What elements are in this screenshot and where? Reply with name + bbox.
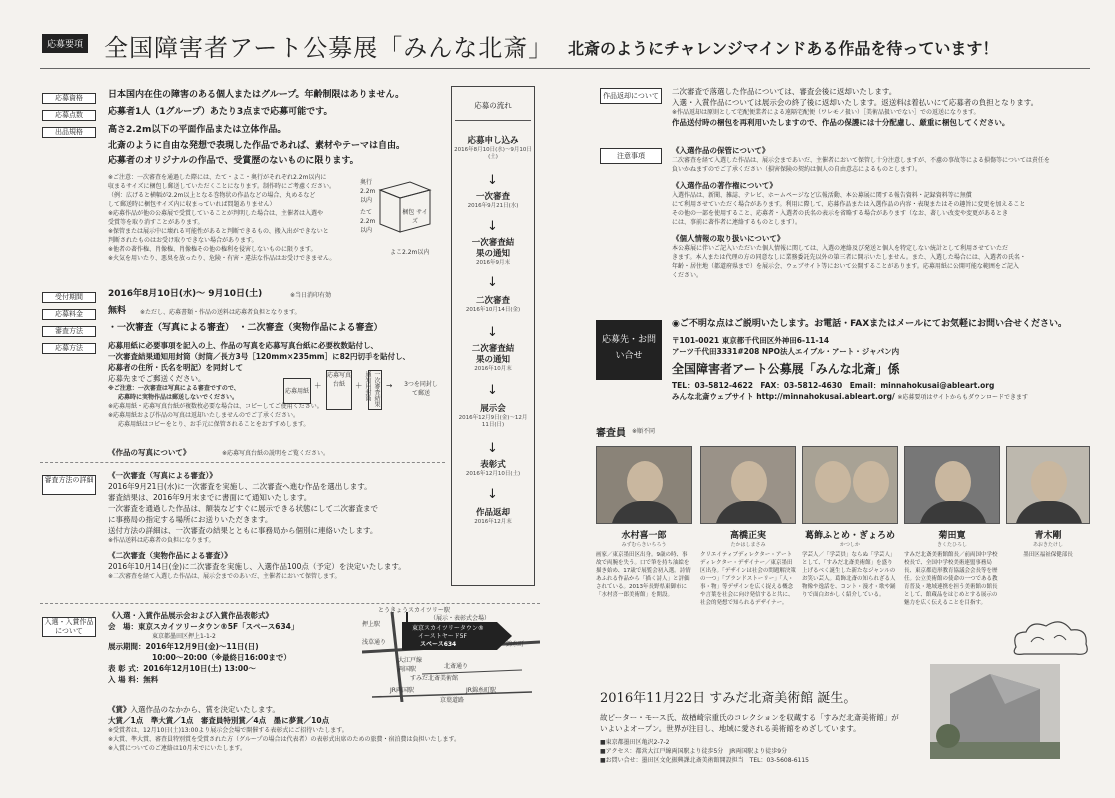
map-label: とうきょうスカイツリー駅	[378, 607, 450, 614]
label-spec: 出品規格	[42, 127, 96, 138]
notes-line: 年齢・居住地（都道府県まで）を展示会、ウェブサイト等において公開することがあります。応募用紙に公開可能な範囲をご記入	[672, 263, 1019, 270]
judge-bio: 墨田区福祉保健部長	[1023, 552, 1073, 558]
contact-intro: ◉ご不明な点はご説明いたします。お電話・FAXまたはメールにてお気軽にお問い合せください。	[672, 319, 1067, 329]
spec-note: 判断されたものはお受け取りできない場合があります。	[108, 237, 258, 244]
judge-card	[1006, 446, 1090, 559]
prize-block	[108, 704, 538, 753]
prize-text: 入選作品のなかから、賞を決定いたします。	[130, 705, 280, 714]
return-line: 入選・入賞作品については展示会の終了後に返却いたします。返送料は着払いにて応募者の負担となります。	[672, 98, 1039, 107]
label-results: 入選・入賞作品について	[42, 617, 96, 637]
notes-line: 負いかねますのでご了承ください（損害保険の契約は個人の自由意志によるものとします）。	[672, 166, 922, 173]
judge-bio: 画家／東京墨田区出身。9歳の時、事故で両腕を失う。口で筆を持ち油絵を描き始め、17歳で展覧会初入選。詩情あふれる作品から「描く詩人」と評価されている。2013年長野県東御市に「水村喜一郎美術館」を開設。	[596, 552, 691, 598]
spec-note: ※他者の著作権、肖像権、肖像権その他の権利を侵害しないものに限ります。	[108, 246, 317, 253]
venue-label: 会 場：	[108, 622, 138, 631]
return-block	[672, 86, 1092, 128]
ceremony-value: 2016年12月10日(土) 13:00～	[143, 664, 256, 673]
judging-detail-line: 審査結果は、2016年9月末までに書面にて通知いたします。	[108, 493, 312, 502]
judge-bio: すみだ北斎美術館館長／前両国中学校校長で、全国中学校美術連盟事務局長、東京都造形教育協議会会長等を歴任。公立美術館の使命の一つである教育普及・地域連携を担う美術館の館長として、館蔵品をはじめとする展示の魅力を広く伝えることを目指す。	[904, 552, 998, 606]
exhibit-period-label: 展示期間：	[108, 642, 146, 651]
label-entries: 応募点数	[42, 110, 96, 121]
museum-address: ■東京都墨田区亀沢2-7-2	[600, 739, 670, 746]
flow-step-title: 二次審査結果の通知	[471, 344, 515, 365]
judging-detail-line: に事務局の指定する場所にお送りいただきます。	[108, 515, 273, 524]
map-label: 錦糸町	[506, 641, 525, 648]
cloud-illustration	[1006, 612, 1096, 662]
method-line: 一次審査結果通知用封筒（封筒／長方3号［120mm×235mm］に82円切手を貼付し、	[108, 352, 411, 361]
flow-step-title: 応募申し込み	[467, 136, 519, 146]
flow-divider	[455, 120, 531, 121]
judges-heading: 審査員	[596, 428, 626, 439]
judge-card	[596, 446, 692, 599]
notes-heading: 《入選作品の著作権について》	[672, 181, 777, 190]
flow-step	[451, 136, 535, 161]
prize-note: ※大賞、準大賞、審査員特別賞を受賞された方（グループの場合は代表者）の表彰式出席のための旅費・宿泊費は負担いたします。	[108, 736, 461, 743]
arrow-right-icon: →	[386, 381, 393, 390]
contact-org: 全国障害者アート公募展「みんな北斎」係	[672, 362, 900, 376]
judge-name: 高橋正実	[729, 531, 766, 541]
arrow-down-icon: ↓	[487, 219, 498, 234]
method-note: 応募時に実物作品は郵送しないでください。	[118, 394, 239, 401]
contact-address: 〒101-0021 東京都千代田区外神田6-11-14	[672, 336, 830, 345]
contact-block	[672, 318, 1092, 402]
judge-photo	[1006, 446, 1090, 524]
section-tag: 応募要項	[42, 34, 88, 53]
photo-sheet-box: 応募写真台紙	[326, 370, 352, 410]
slogan: 北斎のようにチャレンジマインドある作品を待っています！	[568, 39, 999, 58]
judge-photo	[700, 446, 796, 524]
contact-website[interactable]: みんな北斎ウェブサイト http://minnahokusai.ableart.org/	[672, 392, 895, 401]
judge-reading: あおきたけし	[1032, 542, 1063, 548]
judge-name: 水村喜一郎	[621, 531, 667, 541]
header-divider	[40, 68, 1090, 69]
notes-heading: 《個人情報の取り扱いについて》	[672, 234, 785, 243]
spec-note: ※ご注意：一次審査を通過した際には、たて・よこ・奥行がそれぞれ2.2m以内に	[108, 174, 327, 181]
notes-block	[672, 145, 1092, 280]
map-label: JR両国駅	[390, 687, 414, 694]
entries-text: 応募者1人（1グループ）あたり3点まで応募可能です。	[108, 107, 333, 117]
flow-step	[451, 192, 535, 210]
judge-card	[700, 446, 796, 607]
arrow-down-icon: ↓	[487, 487, 498, 502]
plus-sign: ＋	[314, 381, 322, 390]
photo-note: ※応募写真台紙の説明をご覧ください。	[222, 450, 330, 457]
label-eligibility: 応募資格	[42, 93, 96, 104]
flow-step	[451, 404, 535, 429]
contact-label: 応募先・お問い合せ	[596, 320, 662, 380]
judge-photo	[596, 446, 692, 524]
notes-heading: 《入選作品の保管について》	[672, 146, 770, 155]
map-label: JR錦糸町駅	[466, 687, 496, 694]
admission-label: 入 場 料：	[108, 675, 144, 684]
return-line: 二次審査で落選した作品については、審査会後に返却いたします。	[672, 87, 897, 96]
arrow-down-icon: ↓	[487, 325, 498, 340]
label-judging-detail: 審査方法の詳細	[42, 475, 96, 495]
flow-step	[451, 460, 535, 478]
prize-heading: 《賞》	[108, 705, 131, 714]
flow-title: 応募の流れ	[474, 101, 512, 110]
label-fee: 応募料金	[42, 309, 96, 320]
height-label: たて 2.2m 以内	[360, 209, 376, 234]
museum-heading: 2016年11月22日 すみだ北斎美術館 誕生。	[600, 691, 857, 706]
plus-sign: ＋	[355, 381, 363, 390]
method-note: 応募用紙はコピーをとり、お手元に保管されることをおすすめします。	[118, 421, 310, 428]
prize-note: ※受賞者は、12月10日(土)13:00より展示会会場で開催する表彰式にご招待いたします。	[108, 727, 348, 734]
exhibition-heading: 《入選・入賞作品展示会および入賞作品表彰式》	[108, 611, 273, 620]
divider	[40, 603, 540, 604]
label-period: 受付期間	[42, 292, 96, 303]
spec-note: ※保管または展示中に壊れる可能性があると判断できるもの、搬入出ができないと	[108, 228, 329, 235]
notes-line: きます。本人または代理の方の同意なしに業務委託先以外の第三者に開示いたしません。また、入選した場合には、入選者の氏名・	[672, 254, 1026, 261]
arrow-down-icon: ↓	[487, 383, 498, 398]
notes-line: 入選作品は、新聞、雑誌、テレビ、ホームページなど広報活動、本公募展に関する報告資料・記録資料等に無償	[672, 192, 972, 199]
flow-step-title: 展示会	[480, 404, 506, 414]
judging-detail-line: 送付方法の詳細は、一次審査の結果とともに事務局から個別に連絡いたします。	[108, 526, 378, 535]
map-label: スペース634	[420, 641, 457, 648]
judge-name: 葛飾ふとめ・ぎょろめ	[804, 531, 895, 541]
label-judging: 審査方法	[42, 326, 96, 337]
depth-label: 奥行 2.2m 以内	[360, 179, 376, 204]
notes-line: ください。	[672, 272, 703, 279]
map-label: 京葉道路	[440, 697, 465, 704]
judges-note: ※順不同	[632, 428, 656, 435]
website-note: ※応募要項はサイトからもダウンロードできます	[897, 394, 1029, 401]
spec-note: して郵送時に梱包サイズ内に収まっていれば問題ありません）	[108, 201, 276, 208]
map-label: （展示・表彰式会場）	[430, 615, 491, 622]
mail-box: 3つを同封して郵送	[404, 381, 438, 397]
judge-reading: きくたひろし	[936, 542, 967, 548]
judge-card	[904, 446, 1000, 607]
return-line: 作品送付時の梱包を再利用いたしますので、作品の保護には十分配慮し、厳重に梱包してください。	[672, 118, 1010, 127]
venue-value: 東京スカイツリータウン®5F「スペース634」	[138, 622, 299, 631]
notes-line: 本公募展に伴いご記入いただいた個人情報に関しては、入選の連絡及び発送と個人を特定しない統計として利用させていただ	[672, 245, 1009, 252]
judging-detail-line: 2016年9月21日(水)に一次審査を実施し、二次審査へ進む作品を選出します。	[108, 482, 372, 491]
flow-step	[451, 238, 535, 267]
map-label: イーストヤード5F	[418, 633, 467, 640]
exhibit-time: 10:00～20:00（※最終日16:00まで）	[152, 653, 291, 662]
page-title: 全国障害者アート公募展「みんな北斎」	[104, 34, 554, 62]
spec-line2: 北斎のように自由な発想で表現した作品であれば、素材やテーマは自由。	[108, 141, 406, 151]
divider	[40, 462, 445, 463]
method-note: ※応募用紙および作品の写真は返却いたしませんのでご了承ください。	[108, 412, 300, 419]
flow-step-title: 二次審査	[475, 296, 510, 306]
spec-note: 収まるサイズに梱包し郵送していただくことになります。制作時にご考慮ください。	[108, 183, 336, 190]
venue-address: 東京都墨田区押上1-1-2	[152, 633, 216, 640]
flow-step-date: 2016年12月10日(土)	[465, 471, 521, 477]
museum-text: 故ピーター・モース氏、故楢崎宗重氏のコレクションを収蔵する「すみだ北斎美術館」が	[600, 713, 899, 722]
museum-contact: ■お問い合せ：墨田区文化振興課北斎美術館開設担当 TEL：03-5608-6115	[600, 757, 809, 764]
museum-access: ■アクセス：都営大江戸線両国駅より徒歩5分 JR両国駅より徒歩9分	[600, 748, 788, 755]
exhibition-block	[108, 610, 388, 685]
notes-line: にて利用させていただく場合があります。利用に際して、応募作品または入選作品の内容・表現またはその趣旨に変更を加えること	[672, 201, 1026, 208]
judge-reading: かつしか	[839, 542, 860, 548]
eligibility-text: 日本国内在住の障害のある個人またはグループ。年齢制限はありません。	[108, 90, 405, 100]
contact-phone: TEL：03-5812-4622 FAX：03-5812-4630 Email：minnahokusai@ableart.org	[672, 381, 995, 390]
judging-detail-note: ※作品送料は応募者の負担になります。	[108, 537, 215, 544]
flow-step-date: 2016年10月末	[474, 366, 512, 372]
notes-line: その他の一部を使用すること、応募者・入選者の氏名の表示を省略する場合があります（なお、著しい改変や変更があるとき	[672, 210, 1009, 217]
spec-note: ※火気を用いたり、悪臭を放ったり、危険・有害・違法な作品はお受けできません。	[108, 255, 336, 262]
spec-notes	[108, 173, 358, 263]
period-note: ※当日消印有効	[290, 292, 332, 299]
flow-step-date: 2016年12月末	[474, 519, 512, 525]
judge-reading: たかはしまさみ	[730, 542, 766, 548]
flow-step	[451, 508, 535, 526]
flow-step-date: 2016年9月末	[476, 260, 510, 266]
notes-line: 二次審査を経て入選した作品は、展示会まであいだ、主催者において保管し十分注意しますが、不慮の事故等による損傷等については責任を	[672, 157, 1050, 164]
notes-line: には、事前に著作者に連絡するものとします）。	[672, 219, 802, 226]
prize-list: 大賞／1点 準大賞／1点 審査員特別賞／4点 墨に夢賞／10点	[108, 716, 330, 725]
fee-note: ※ただし、応募書類・作品の送料は応募者負担となります。	[140, 309, 301, 316]
exhibit-period-value: 2016年12月9日(金)～11日(日)	[145, 642, 259, 651]
flow-step-title: 表彰式	[480, 460, 506, 470]
arrow-down-icon: ↓	[487, 173, 498, 188]
return-line: ※作品返却は原則として宅配便業者による遠隔宅配便（ワレモノ扱い）［美術品扱いでない］での返送になります。	[672, 109, 980, 116]
map-label: 大江戸線両国駅	[398, 657, 423, 673]
arrow-down-icon: ↓	[487, 275, 498, 290]
label-return: 作品返却について	[600, 88, 662, 104]
judging-detail-heading: 《一次審査（写真による審査）》	[108, 471, 217, 480]
judge-name: 菊田寛	[938, 531, 966, 541]
judge-bio: 学芸人／「学芸員」ならぬ「学芸人」として、「すみだ北斎美術館」を盛り上げるべく誕生した新たなジャンルのお笑い芸人。葛飾北斎の知られざる人物像や逸話を、コント・漫才・歌や踊りで面白おかしく紹介している。	[802, 552, 896, 598]
label-method: 応募方法	[42, 343, 96, 354]
admission-value: 無料	[143, 675, 159, 684]
spec-line1: 高さ2.2m以下の平面作品または立体作品。	[108, 125, 287, 135]
judging-detail	[108, 470, 443, 581]
flow-step-date: 2016年12月9日(金)～12月11日(日)	[458, 415, 528, 428]
judge-reading: みずむらきいちろう	[621, 542, 667, 548]
flow-step	[451, 344, 535, 373]
judge-photo	[802, 446, 898, 524]
judging-detail-note: ※二次審査を経て入選した作品は、展示会までのあいだ、主催者において保管します。	[108, 573, 341, 580]
spec-note: 受賞等を取り消すことがあります。	[108, 219, 204, 226]
width-label: よこ2.2m以内	[390, 249, 430, 256]
judging-detail-line: 2016年10月14日(金)に二次審査を実施し、入選作品100点（予定）を決定いたします。	[108, 562, 406, 571]
museum-photo	[930, 664, 1060, 759]
museum-block	[600, 712, 930, 765]
photo-heading: 《作品の写真について》	[108, 448, 191, 457]
spec-note: ※応募作品が他の公募展で受賞していることが判明した場合は、主催者は入選や	[108, 210, 324, 217]
fee-text: 無料	[108, 306, 127, 316]
method-note: ※ご注意：一次審査は写真による審査ですので、	[108, 385, 240, 392]
flow-step-title: 一次審査結果の通知	[471, 238, 515, 259]
form-box: 応募用紙	[283, 378, 311, 404]
contact-building: アーツ千代田3331#208 NPO法人エイブル・アート・ジャパン内	[672, 347, 900, 356]
period-text: 2016年8月10日(水)～ 9月10日(土)	[108, 289, 263, 299]
method-line: 応募者の住所・氏名を明記）を同封して	[108, 363, 243, 372]
envelope-box: 一次審査結果通知用封筒	[368, 370, 382, 410]
flow-step-date: 2016年9月21日(水)	[467, 203, 519, 209]
judge-bio: クリエイティブディレクター・アートディレクター・デザイナー／東京墨田区出身。「デザインは社会の問題解決策の一つ」「ブランドストーリー」「人・事・物」等デザインを広く捉える概念や言葉を社会に向け発信すると共に、社会的発想で知られるデザイナー。	[700, 552, 796, 606]
prize-note: ※入賞についてのご連絡は10月末でにいたします。	[108, 745, 247, 752]
flow-step-date: 2016年10月14日(金)	[465, 307, 521, 313]
map-label: 浅草通り	[362, 639, 387, 646]
method-line: 応募先までご郵送ください。	[108, 374, 206, 383]
judging-text: ・一次審査（写真による審査） ・二次審査（実物作品による審査）	[108, 323, 383, 333]
flow-step	[451, 296, 535, 314]
museum-text: いよいよオープン。世界が注目し、地域に愛される美術館をめざしています。	[600, 724, 861, 733]
box-label: 梱包 サイズ	[402, 209, 428, 225]
flow-step-title: 一次審査	[475, 192, 510, 202]
flow-step-title: 作品返却	[475, 508, 510, 518]
label-notes: 注意事項	[600, 148, 662, 164]
spec-note: （例：広げると横幅が2.2m以上となる巻物状の作品などの場合、丸めるなど	[108, 192, 316, 199]
map-label: 東京スカイツリータウン®	[412, 625, 484, 632]
judge-card	[802, 446, 898, 599]
judge-photo	[904, 446, 1000, 524]
judge-name: 青木剛	[1034, 531, 1062, 541]
map-label: 押上駅	[362, 621, 381, 628]
method-line: 応募用紙に必要事項を記入の上、作品の写真を応募写真台紙に必要枚数貼付し、	[108, 341, 378, 350]
map-label: すみだ北斎美術館	[410, 675, 459, 682]
spec-line3: 応募者のオリジナルの作品で、受賞歴のないものに限ります。	[108, 156, 359, 166]
method-note: ※応募用紙・応募写真台紙が複数枚必要な場合は、コピーしてご使用ください。	[108, 403, 323, 410]
flow-step-date: 2016年8月10日(水)～9月10日(土)	[454, 147, 532, 160]
judging-detail-heading: 《二次審査（実物作品による審査）》	[108, 551, 232, 560]
judging-detail-line: 一次審査を通過した作品は、額装などすぐに展示できる状態にして二次審査まで	[108, 504, 378, 513]
map-label: 北斎通り	[444, 663, 469, 670]
arrow-down-icon: ↓	[487, 441, 498, 456]
ceremony-label: 表 彰 式：	[108, 664, 144, 673]
